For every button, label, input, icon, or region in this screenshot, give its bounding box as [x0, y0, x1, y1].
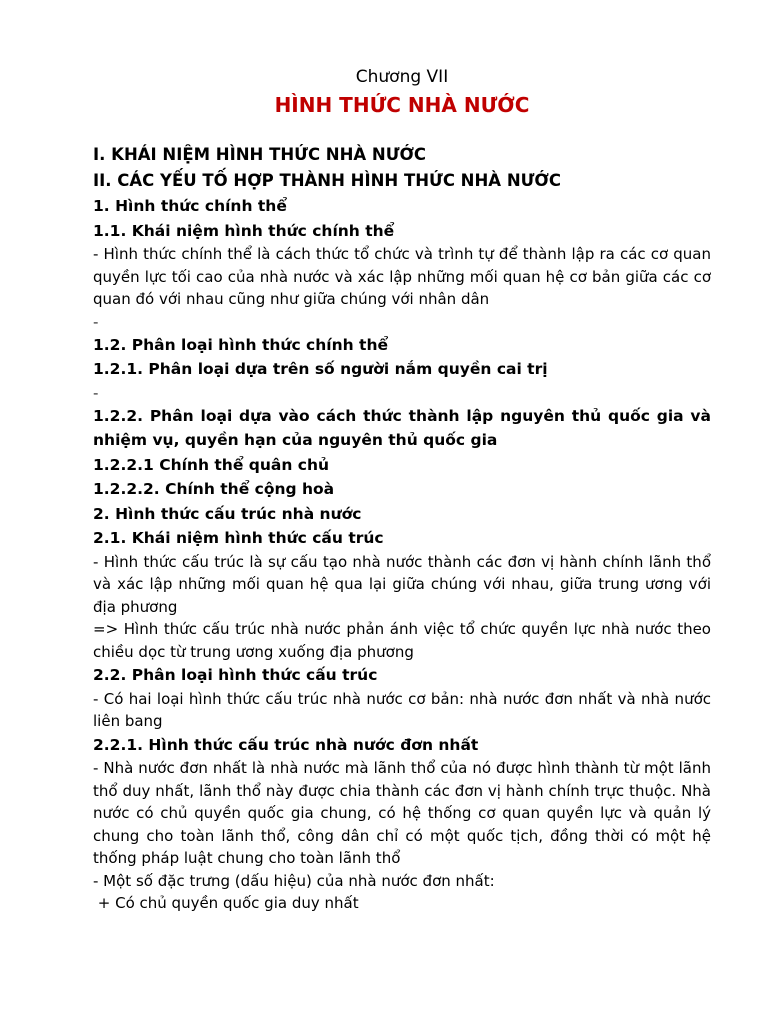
- body-paragraph: - Có hai loại hình thức cấu trúc nhà nước cơ bản: nhà nước đơn nhất và nhà nước liên bang: [93, 689, 711, 730]
- subsection-heading: 1.2.2.1 Chính thể quân chủ: [93, 455, 330, 474]
- subsection-heading: 1.2.1. Phân loại dựa trên số người nắm quyền cai trị: [93, 360, 548, 378]
- subsection-heading: 2.1. Khái niệm hình thức cấu trúc: [93, 529, 384, 547]
- empty-bullet: -: [93, 383, 99, 402]
- subsection-heading: 1. Hình thức chính thể: [93, 197, 287, 215]
- body-paragraph: - Nhà nước đơn nhất là nhà nước mà lãnh thổ của nó được hình thành từ một lãnh thổ duy nhất, lãnh thổ này được chia thành các đơn vị hành chính trực thuộc. Nhà nước có chủ quyền quốc gia chung, có hệ thống cơ quan quyền lực và quản lý chung cho toàn lãnh thổ, công dân chỉ có một quốc tịch, đồng thời có một hệ thống pháp luật chung cho toàn lãnh thổ: [93, 759, 711, 867]
- chapter-label: Chương VII: [355, 67, 449, 87]
- body-paragraph: => Hình thức cấu trúc nhà nước phản ánh việc tổ chức quyền lực nhà nước theo chiều dọc từ trung ương xuống địa phương: [93, 620, 711, 661]
- subsection-heading: 1.2.2.2. Chính thể cộng hoà: [93, 480, 335, 498]
- subsection-heading: 2. Hình thức cấu trúc nhà nước: [93, 504, 362, 523]
- section-heading: II. CÁC YẾU TỐ HỢP THÀNH HÌNH THỨC NHÀ NƯỚC: [93, 171, 561, 190]
- subsection-heading: 2.2. Phân loại hình thức cấu trúc: [93, 666, 378, 684]
- subsection-heading: 1.1. Khái niệm hình thức chính thể: [93, 221, 395, 240]
- body-paragraph: - Hình thức chính thể là cách thức tổ chức và trình tự để thành lập ra các cơ quan quyền lực tối cao của nhà nước và xác lập những mối quan hệ cơ bản giữa các cơ quan đó với nhau cũng như giữa chúng với nhân dân: [93, 245, 711, 308]
- subsection-heading: 2.2.1. Hình thức cấu trúc nhà nước đơn nhất: [93, 735, 479, 754]
- body-paragraph: + Có chủ quyền quốc gia duy nhất: [93, 894, 359, 912]
- chapter-title: HÌNH THỨC NHÀ NƯỚC: [274, 93, 530, 117]
- empty-bullet: -: [93, 312, 99, 331]
- body-paragraph: - Hình thức cấu trúc là sự cấu tạo nhà nước thành các đơn vị hành chính lãnh thổ và xác lập những mối quan hệ qua lại giữa chúng với nhau, giữa trung ương với địa phương: [93, 552, 711, 616]
- subsection-heading: 1.2. Phân loại hình thức chính thể: [93, 335, 388, 354]
- body-paragraph: - Một số đặc trưng (dấu hiệu) của nhà nước đơn nhất:: [93, 871, 495, 890]
- document-page: [93, 64, 711, 915]
- section-heading: I. KHÁI NIỆM HÌNH THỨC NHÀ NƯỚC: [93, 145, 427, 164]
- subsection-heading: 1.2.2. Phân loại dựa vào cách thức thành lập nguyên thủ quốc gia và nhiệm vụ, quyền hạn của nguyên thủ quốc gia: [93, 406, 711, 449]
